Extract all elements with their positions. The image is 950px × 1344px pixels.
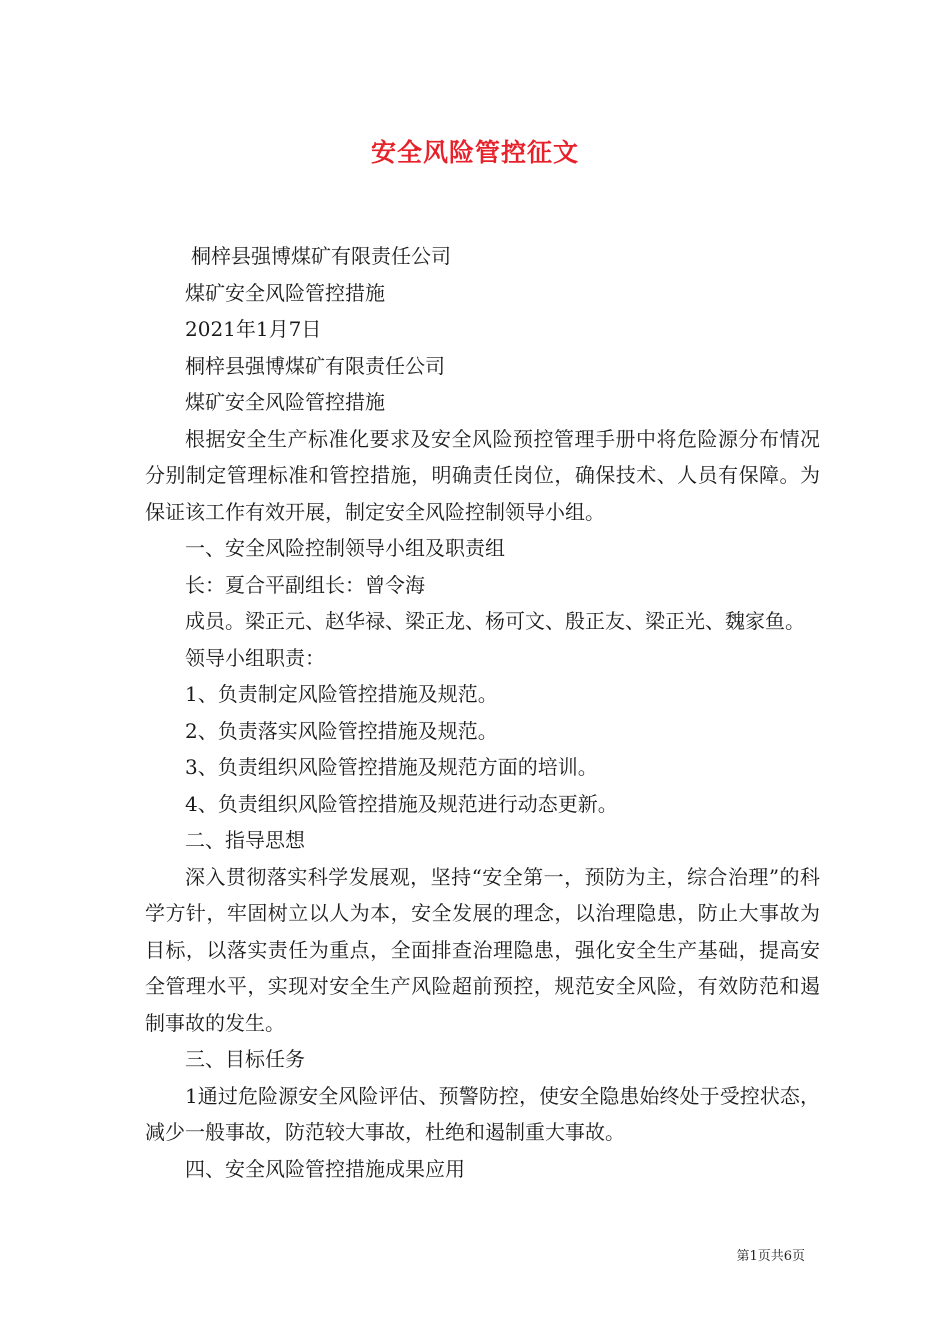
- paragraph-subtitle: 煤矿安全风险管控措施: [185, 280, 385, 305]
- document-body: [145, 238, 820, 1187]
- section-heading-3: 三、目标任务: [185, 1047, 305, 1071]
- section-heading-1: 一、安全风险控制领导小组及职责组: [185, 536, 505, 560]
- paragraph-intro: 根据安全生产标准化要求及安全风险预控管理手册中将危险源分布情况分别制定管理标准和管控措施，明确责任岗位，确保技术、人员有保障。为保证该工作有效开展，制定安全风险控制领导小组。: [145, 426, 820, 524]
- document-title: 安全风险管控征文: [370, 138, 579, 167]
- paragraph-members: 成员。梁正元、赵华禄、梁正龙、杨可文、殷正友、梁正光、魏家鱼。: [185, 609, 805, 633]
- paragraph-subtitle-repeat: 煤矿安全风险管控措施: [185, 390, 385, 414]
- section-heading-4: 四、安全风险管控措施成果应用: [185, 1156, 465, 1181]
- paragraph-target-task: 1通过危险源安全风险评估、预警防控，使安全隐患始终处于受控状态，减少一般事故，防范较大事故，杜绝和遏制重大事故。: [145, 1083, 820, 1144]
- paragraph-company-repeat: 桐梓县强博煤矿有限责任公司: [185, 353, 445, 378]
- page-number: 第1页共6页: [736, 1249, 805, 1264]
- list-item-duty-4: 4、负责组织风险管控措施及规范进行动态更新。: [185, 791, 618, 816]
- section-heading-2: 二、指导思想: [185, 828, 305, 852]
- paragraph-guiding-thought: 深入贯彻落实科学发展观，坚持“安全第一，预防为主，综合治理”的科学方针，牢固树立以人为本，安全发展的理念，以治理隐患，防止大事故为目标，以落实责任为重点，全面排查治理隐患，强化安全生产基础，提高安全管理水平，实现对安全生产风险超前预控，规范安全风险，有效防范和遏制事故的发生。: [145, 864, 820, 1035]
- paragraph-leaders: 长：夏合平副组长：曾令海: [185, 572, 425, 597]
- list-item-duty-2: 2、负责落实风险管控措施及规范。: [185, 718, 498, 743]
- list-item-duty-3: 3、负责组织风险管控措施及规范方面的培训。: [185, 755, 598, 779]
- paragraph-company: 桐梓县强博煤矿有限责任公司: [191, 244, 451, 268]
- paragraph-duties-heading: 领导小组职责：: [185, 645, 325, 670]
- paragraph-date: 2021年1月7日: [185, 317, 322, 341]
- list-item-duty-1: 1、负责制定风险管控措施及规范。: [185, 682, 498, 706]
